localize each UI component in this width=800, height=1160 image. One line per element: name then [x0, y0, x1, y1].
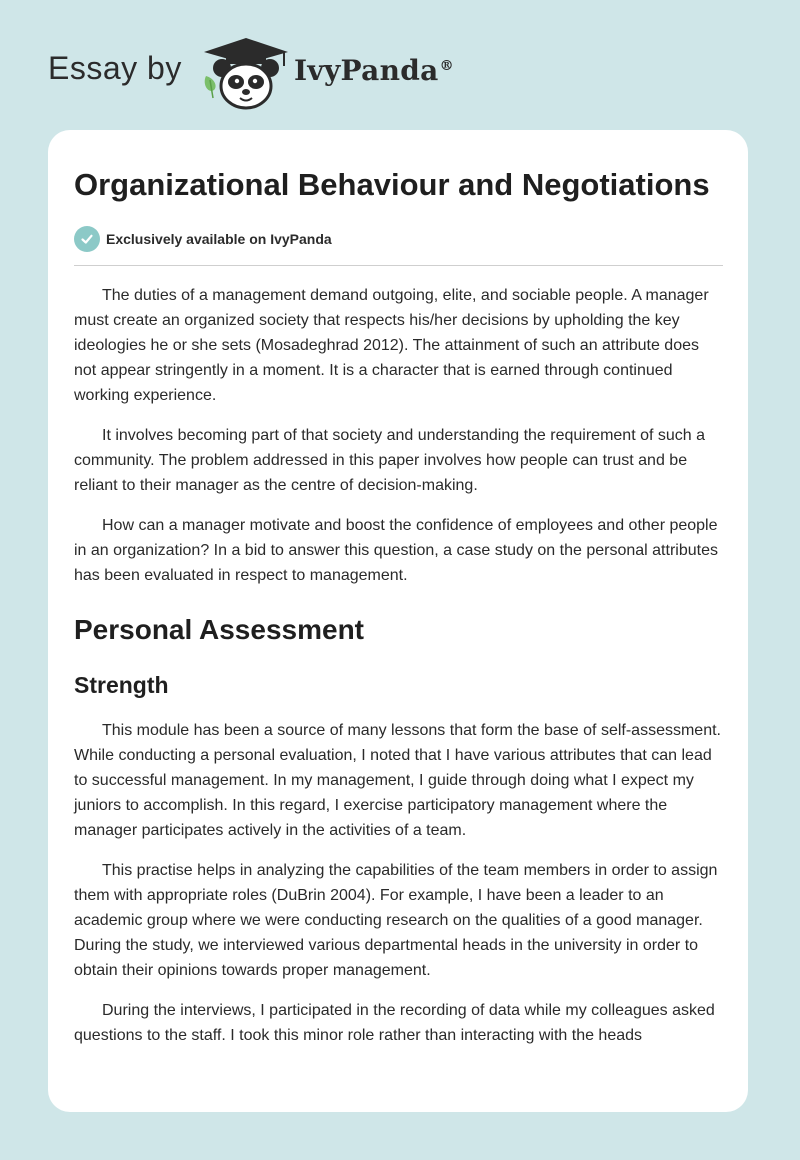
- site-header: [48, 36, 748, 110]
- brand-name[interactable]: [294, 54, 454, 87]
- essay-by-label: Essay by: [48, 50, 182, 86]
- paragraph: How can a manager motivate and boost the confidence of employees and other people in an organization? In a bid to answer this question, a case study on the personal attributes has been evaluated in respect to management.: [74, 517, 718, 584]
- essay-card: [48, 130, 748, 1112]
- exclusive-badge: [74, 226, 722, 252]
- title-divider: [74, 265, 723, 266]
- registered-mark: ®: [439, 57, 454, 74]
- paragraph: During the interviews, I participated in the recording of data while my colleagues asked questions to the staff. I took this minor role rather than interacting with the heads: [74, 1002, 715, 1044]
- section-heading: Personal Assessment: [74, 614, 364, 645]
- subsection-heading: Strength: [74, 672, 169, 698]
- panda-graduate-icon[interactable]: [200, 36, 292, 110]
- paragraph: It involves becoming part of that society and understanding the requirement of such a community. The problem addressed in this paper involves how people can trust and be reliant to their manager as the centre of decision-making.: [74, 427, 706, 494]
- essay-title: Organizational Behaviour and Negotiations: [74, 167, 710, 202]
- check-icon: [74, 226, 100, 252]
- brand-name-text[interactable]: IvyPanda: [294, 54, 439, 87]
- paragraph: This practise helps in analyzing the capabilities of the team members in order to assign them with appropriate roles (DuBrin 2004). For example, I have been a leader to an academic group where we were conducting research on the qualities of a good manager. During the study, we interviewed various departmental heads in the university in order to obtain their opinions towards proper management.: [74, 862, 718, 979]
- paragraph: This module has been a source of many lessons that form the base of self-assessment. While conducting a personal evaluation, I noted that I have various attributes that can lead to successful management. In my management, I guide through doing what I expect my juniors to accomplish. In this regard, I exercise participatory management where the manager participates actively in the activities of a team.: [74, 722, 721, 839]
- paragraph: The duties of a management demand outgoing, elite, and sociable people. A manager must create an organized society that respects his/her decisions by upholding the key ideologies he or she sets (Mosadeghrad 2012). The attainment of such an attribute does not appear stringently in a moment. It is a character that is earned through continued working experience.: [74, 287, 709, 404]
- exclusive-badge-label: Exclusively available on IvyPanda: [106, 231, 332, 247]
